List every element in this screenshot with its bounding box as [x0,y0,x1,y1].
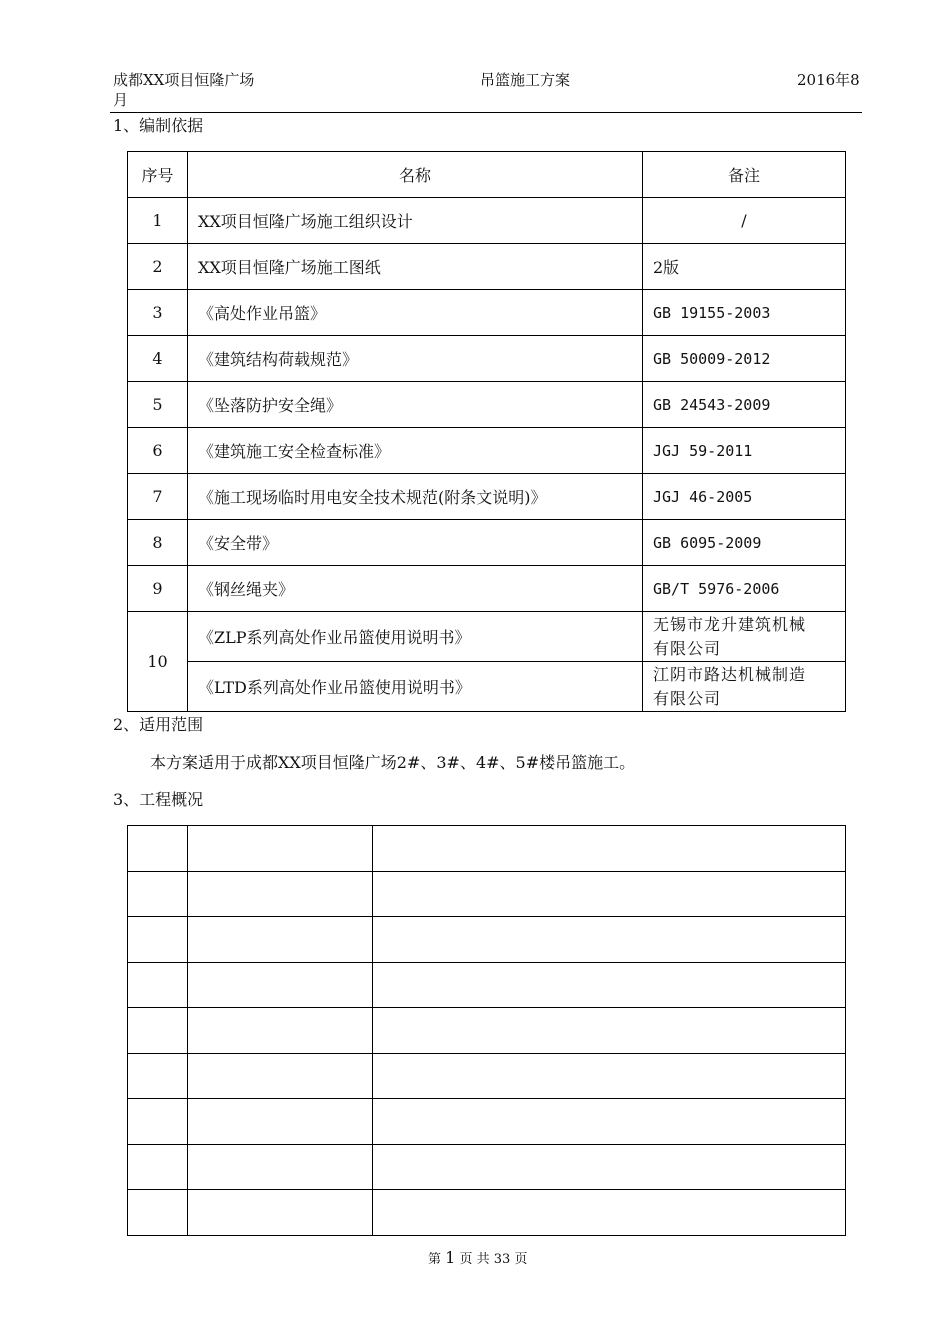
empty-cell [128,962,188,1008]
empty-cell [128,917,188,963]
empty-cell [373,1008,846,1054]
row-no: 7 [128,474,188,520]
row-no: 8 [128,520,188,566]
row-note: GB 19155-2003 [643,290,846,336]
table-row [128,198,846,244]
header-left [113,70,254,110]
row-note: GB 50009-2012 [643,336,846,382]
row-name: 《LTD系列高处作业吊篮使用说明书》 [188,662,643,712]
table-row [128,662,846,712]
scope-paragraph: 本方案适用于成都XX项目恒隆广场2#、3#、4#、5#楼吊篮施工。 [150,753,636,772]
row-no: 10 [128,612,188,712]
table-row [128,382,846,428]
row-name: 《安全带》 [188,520,643,566]
empty-cell [188,962,373,1008]
empty-cell [188,1053,373,1099]
table-row [128,612,846,662]
empty-cell [373,962,846,1008]
section-1-title: 1、编制依据 [113,116,204,135]
column-header-no: 序号 [128,152,188,198]
table-row [128,290,846,336]
row-note [643,612,846,662]
empty-cell [188,1190,373,1236]
row-name: 《钢丝绳夹》 [188,566,643,612]
row-name: XX项目恒隆广场施工组织设计 [188,198,643,244]
row-note-line: 无锡市龙升建筑机械 [653,614,807,634]
footer-prefix: 第 [428,1252,442,1267]
row-no: 4 [128,336,188,382]
row-note: GB 6095-2009 [643,520,846,566]
footer-middle: 页 共 [459,1252,490,1267]
header-rule [110,112,862,113]
table-header-row [128,152,846,198]
row-note: GB 24543-2009 [643,382,846,428]
empty-cell [128,1008,188,1054]
footer-total-pages: 33 [493,1252,511,1267]
empty-cell [373,1144,846,1190]
table-row [128,566,846,612]
row-no: 3 [128,290,188,336]
header-project-name: 成都XX项目恒隆广场 [113,71,255,89]
table-row [128,1190,846,1236]
empty-cell [188,871,373,917]
table-row [128,1053,846,1099]
empty-cell [373,917,846,963]
empty-cell [128,871,188,917]
row-note [643,662,846,712]
empty-cell [188,826,373,872]
column-header-note: 备注 [643,152,846,198]
empty-cell [373,826,846,872]
empty-cell [128,1053,188,1099]
row-no: 1 [128,198,188,244]
table-row [128,1144,846,1190]
row-no: 9 [128,566,188,612]
row-no: 6 [128,428,188,474]
table-row [128,520,846,566]
empty-cell [128,1190,188,1236]
row-note-line: 江阴市路达机械制造 [653,664,807,684]
section-3-title: 3、工程概况 [113,790,204,809]
empty-cell [128,1099,188,1145]
empty-cell [188,1099,373,1145]
empty-cell [373,1099,846,1145]
table-row [128,474,846,520]
row-no: 5 [128,382,188,428]
empty-cell [373,871,846,917]
footer-page-number: 1 [445,1248,456,1267]
table-row [128,428,846,474]
row-no: 2 [128,244,188,290]
row-name: 《建筑施工安全检查标准》 [188,428,643,474]
empty-cell [373,1053,846,1099]
empty-cell [373,1190,846,1236]
table-row [128,917,846,963]
empty-cell [128,1144,188,1190]
table-row [128,244,846,290]
row-name: 《建筑结构荷载规范》 [188,336,643,382]
page-footer [428,1248,527,1270]
table-row [128,826,846,872]
row-note: JGJ 59-2011 [643,428,846,474]
header-date: 2016年8 [797,71,860,89]
footer-suffix: 页 [514,1252,528,1267]
table-row [128,336,846,382]
section-2-title: 2、适用范围 [113,715,204,734]
empty-cell [188,1008,373,1054]
header-document-title: 吊篮施工方案 [480,71,571,89]
empty-cell [128,826,188,872]
table-row [128,871,846,917]
column-header-name: 名称 [188,152,643,198]
row-name: 《ZLP系列高处作业吊篮使用说明书》 [188,612,643,662]
empty-cell [188,1144,373,1190]
reference-table [127,151,846,712]
table-row [128,1008,846,1054]
row-name: XX项目恒隆广场施工图纸 [188,244,643,290]
table-row [128,1099,846,1145]
empty-cell [188,917,373,963]
row-name: 《施工现场临时用电安全技术规范(附条文说明)》 [188,474,643,520]
row-note: GB/T 5976-2006 [643,566,846,612]
row-name: 《高处作业吊篮》 [188,290,643,336]
row-note-line: 有限公司 [653,638,722,658]
row-note: 2版 [643,244,846,290]
overview-table [127,825,846,1236]
table-row [128,962,846,1008]
row-name: 《坠落防护安全绳》 [188,382,643,428]
row-note: / [643,198,846,244]
header-month-wrap: 月 [113,91,129,109]
row-note-line: 有限公司 [653,688,722,708]
row-note: JGJ 46-2005 [643,474,846,520]
